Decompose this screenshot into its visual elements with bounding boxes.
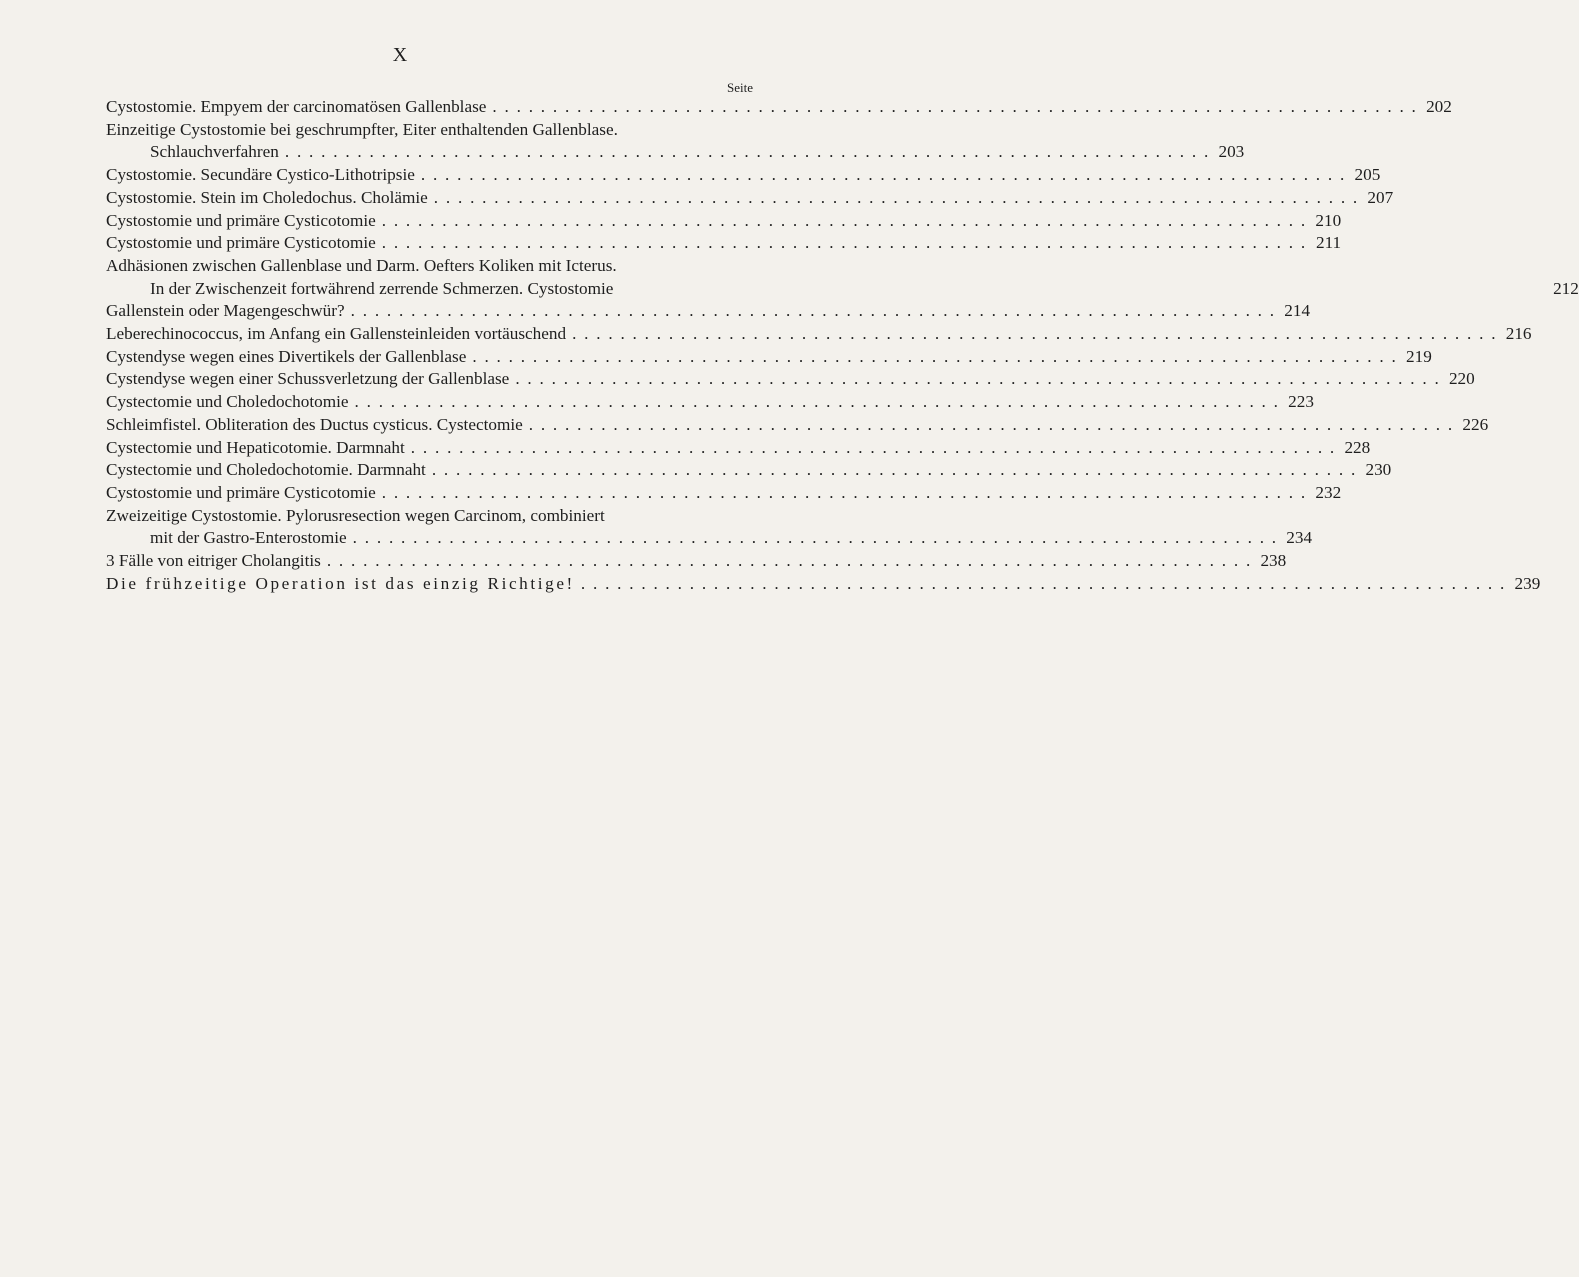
toc-entry-page: 219 — [1406, 346, 1432, 366]
toc-entry-page: 207 — [1367, 187, 1394, 207]
dot-leader — [285, 141, 1208, 164]
toc-entry — [106, 96, 1452, 119]
toc-entry — [106, 391, 1314, 414]
toc-entry-page: 232 — [1315, 482, 1342, 502]
toc-entry — [106, 482, 1342, 505]
toc-entry-title: Cystectomie und Hepaticotomie. Darmnaht — [106, 437, 405, 457]
toc-entry-title-continuation: mit der Gastro-Enterostomie — [150, 528, 347, 548]
toc-entry — [106, 164, 1381, 187]
toc-entry-title: Cystostomie und primäre Cysticotomie — [106, 210, 376, 230]
toc-entry — [106, 550, 1287, 573]
toc-entry-title: Schleimfistel. Obliteration des Ductus cysticus. Cystectomie — [106, 414, 523, 434]
dot-leader — [355, 391, 1278, 414]
toc-entry — [106, 232, 1342, 255]
toc-entry-title: Zweizeitige Cystostomie. Pylorusresection wegen Carcinom, combiniert — [106, 505, 605, 525]
dot-leader — [353, 527, 1276, 550]
dot-leader — [581, 573, 1504, 596]
toc-entry-title: Cystectomie und Choledochotomie. Darmnaht — [106, 460, 426, 480]
dot-leader — [515, 368, 1438, 391]
toc-entry-page: 211 — [1316, 233, 1342, 253]
dot-leader — [351, 300, 1274, 323]
dot-leader — [492, 96, 1415, 119]
toc-entry-page: 239 — [1514, 573, 1541, 593]
toc-entry-page: 238 — [1260, 551, 1287, 571]
toc-entry — [106, 300, 1311, 323]
toc-entry-page: 220 — [1448, 369, 1475, 389]
dot-leader — [382, 232, 1305, 255]
table-of-contents — [106, 96, 1579, 595]
toc-entry — [106, 573, 1541, 596]
toc-entry-title: Cystostomie. Empyem der carcinomatösen Gallenblase — [106, 97, 487, 116]
toc-entry-title: Die frühzeitige Operation ist das einzig Richtige! — [106, 573, 575, 593]
dot-leader — [411, 437, 1334, 460]
toc-entry-title: Cystostomie. Stein im Choledochus. Cholämie — [106, 187, 428, 207]
seite-column-header: Seite — [727, 80, 753, 95]
toc-entry — [106, 437, 1371, 460]
toc-entry-page: 216 — [1505, 324, 1532, 344]
toc-entry-title: 3 Fälle von eitriger Cholangitis — [106, 551, 321, 571]
toc-entry-title: Leberechinococcus, im Anfang ein Gallensteinleiden vortäuschend — [106, 324, 567, 344]
toc-entry-title: Gallenstein oder Magengeschwür? — [106, 301, 345, 321]
page-number: X — [392, 44, 409, 66]
toc-entry-title-continuation: In der Zwischenzeit fortwährend zerrende Schmerzen. Cystostomie — [150, 278, 614, 298]
toc-entry-title: Adhäsionen zwischen Gallenblase und Darm. Oefters Koliken mit Icterus. — [106, 255, 617, 275]
toc-entry-page: 210 — [1315, 210, 1342, 230]
toc-entry — [106, 414, 1489, 437]
toc-entry-title: Einzeitige Cystostomie bei geschrumpfter, Eiter enthaltenden Gallenblase. — [106, 119, 618, 139]
toc-entry-page: 228 — [1344, 437, 1371, 457]
toc-entry — [106, 368, 1475, 391]
dot-leader — [382, 210, 1305, 233]
toc-entry-title: Cystectomie und Choledochotomie — [106, 392, 349, 412]
toc-entry-title: Cystendyse wegen eines Divertikels der Gallenblase — [106, 346, 467, 366]
toc-entry-title: Cystostomie. Secundäre Cystico-Lithotripsie — [106, 165, 415, 185]
toc-entry — [106, 323, 1532, 346]
toc-entry-title-continuation: Schlauchverfahren — [150, 142, 279, 162]
toc-entry — [106, 459, 1392, 482]
dot-leader — [472, 346, 1395, 369]
toc-entry — [106, 187, 1394, 210]
toc-entry-page: 234 — [1286, 528, 1313, 548]
dot-leader — [327, 550, 1250, 573]
toc-entry-title: Cystendyse wegen einer Schussverletzung der Gallenblase — [106, 369, 510, 389]
toc-entry — [106, 255, 1579, 300]
toc-entry-page: 202 — [1426, 97, 1452, 116]
toc-entry-page: 223 — [1288, 392, 1314, 412]
dot-leader — [432, 459, 1355, 482]
toc-entry — [106, 346, 1432, 369]
toc-entry-page: 205 — [1354, 165, 1381, 185]
dot-leader — [421, 164, 1344, 187]
dot-leader — [382, 482, 1305, 505]
toc-entry — [106, 210, 1342, 233]
toc-entry — [106, 119, 1245, 164]
dot-leader — [434, 187, 1357, 210]
toc-entry — [106, 505, 1313, 550]
dot-leader — [572, 323, 1495, 346]
toc-entry-page: 212 — [1553, 278, 1579, 298]
toc-entry-page: 226 — [1462, 414, 1489, 434]
toc-entry-title: Cystostomie und primäre Cysticotomie — [106, 482, 376, 502]
dot-leader — [529, 414, 1452, 437]
toc-entry-page: 214 — [1284, 301, 1311, 321]
toc-entry-page: 230 — [1365, 460, 1392, 480]
toc-entry-page: 203 — [1218, 142, 1245, 162]
toc-entry-title: Cystostomie und primäre Cysticotomie — [106, 233, 376, 253]
